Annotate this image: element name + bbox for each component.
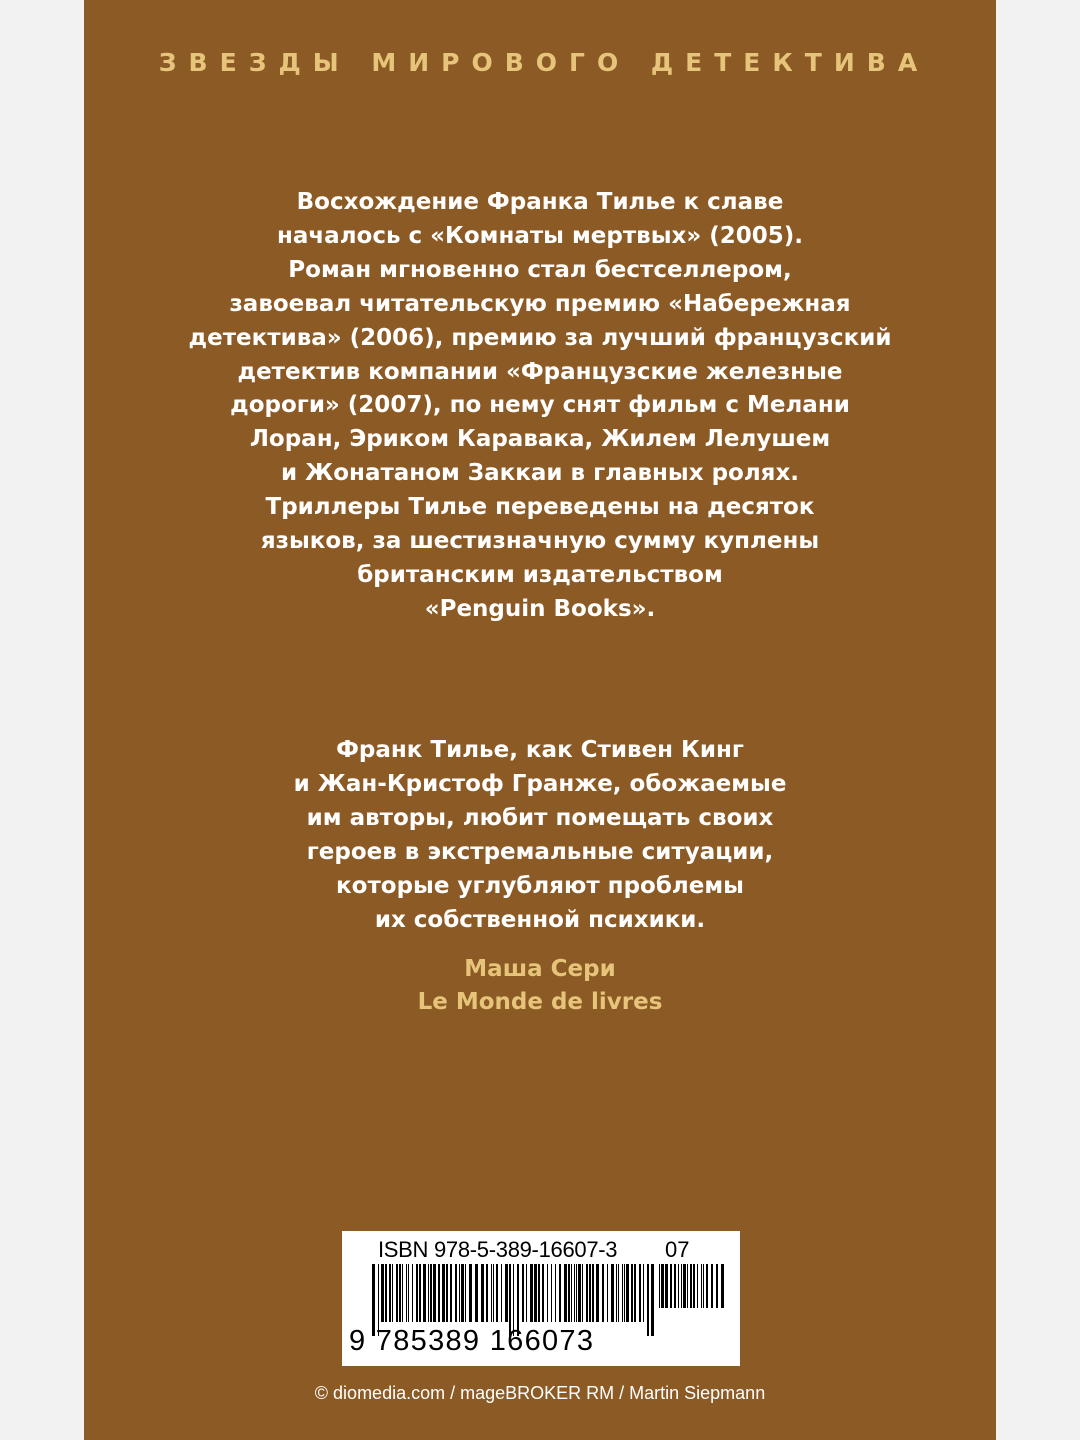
barcode-bar	[406, 1264, 407, 1322]
barcode-bar	[526, 1264, 527, 1322]
barcode-bar	[551, 1264, 552, 1322]
barcode-bar	[639, 1264, 641, 1322]
barcode-bar	[674, 1264, 676, 1308]
barcode-bar	[634, 1264, 636, 1322]
barcode-bar	[690, 1264, 692, 1308]
barcode-bar	[574, 1264, 575, 1322]
blurb-line: и Жонатаном Заккаи в главных ролях.	[280, 460, 800, 487]
barcode-bar	[661, 1264, 664, 1308]
isbn-label: ISBN 978-5-389-16607-3	[378, 1237, 618, 1262]
barcode-bar	[442, 1264, 445, 1322]
barcode-bar	[461, 1264, 464, 1322]
blurb-paragraph-2	[84, 734, 996, 937]
blurb-line: героев в экстремальные ситуации,	[306, 838, 774, 865]
barcode-bar	[446, 1264, 448, 1322]
blurb-line: завоевал читательскую премию «Набережная	[229, 290, 851, 317]
barcode-addon-bars	[659, 1264, 725, 1322]
barcode-bar	[622, 1264, 623, 1322]
barcode-bar	[596, 1264, 599, 1322]
barcode-bar	[399, 1264, 401, 1322]
blurb-line: Восхождение Франка Тилье к славе	[296, 189, 784, 215]
barcode-bar	[616, 1264, 617, 1322]
barcode-bar	[693, 1264, 695, 1308]
barcode-bar	[716, 1264, 718, 1308]
barcode-bar	[626, 1264, 629, 1322]
blurb-line: детектива» (2006), премию за лучший французский	[188, 324, 892, 351]
barcode-bar	[493, 1264, 494, 1322]
blurb-line: Роман мгновенно стал бестселлером,	[288, 256, 792, 283]
barcode-bar	[455, 1264, 457, 1322]
barcode-bar	[681, 1264, 682, 1308]
barcode-bar	[631, 1264, 633, 1322]
barcode-bar	[701, 1264, 702, 1308]
blurb-paragraph-1	[84, 186, 996, 627]
barcode-bar	[501, 1264, 502, 1322]
barcode-bar	[430, 1264, 432, 1322]
barcode-bar	[647, 1264, 649, 1336]
attribution-name: Маша Сери	[464, 956, 616, 982]
barcode-bar	[438, 1264, 440, 1322]
blurb-line: Триллеры Тилье переведены на десяток	[265, 494, 815, 521]
barcode-bar	[505, 1264, 508, 1322]
blurb-line: Лоран, Эриком Каравака, Жилем Лелушем	[249, 426, 831, 453]
barcode-bar	[450, 1264, 452, 1322]
blurb-line: которые углубляют проблемы	[336, 872, 744, 899]
series-title: ЗВЕЗДЫ МИРОВОГО ДЕТЕКТИВА	[158, 48, 930, 77]
barcode-bar	[576, 1264, 577, 1322]
blurb-line: началось с «Комнаты мертвых» (2005).	[276, 222, 804, 249]
barcode-bar	[687, 1264, 688, 1308]
barcode-bar	[665, 1264, 668, 1308]
barcode-bar	[496, 1264, 498, 1322]
barcode-bar	[428, 1264, 429, 1322]
barcode-bar	[534, 1264, 537, 1322]
barcode-bar	[697, 1264, 698, 1308]
barcode-bar	[385, 1264, 387, 1322]
barcode-bar	[555, 1264, 556, 1322]
blurb-line: им авторы, любит помещать своих	[306, 804, 774, 831]
blurb-line: детектив компании «Французские железные	[237, 358, 843, 385]
barcode-bar	[721, 1264, 724, 1308]
barcode-bar	[416, 1264, 418, 1322]
barcode-bar	[651, 1264, 654, 1336]
barcode-bar	[412, 1264, 413, 1322]
barcode-bar	[465, 1264, 466, 1322]
barcode-bar	[659, 1264, 660, 1308]
barcode-bar	[469, 1264, 472, 1322]
blurb-line: их собственной психики.	[374, 906, 706, 933]
barcode-bar	[542, 1264, 544, 1322]
barcode-bar	[592, 1264, 594, 1322]
barcode-bar	[522, 1264, 524, 1322]
ean-digits: 9 785389 166073	[349, 1325, 595, 1357]
barcode-bar	[396, 1264, 398, 1322]
barcode-bar	[670, 1264, 672, 1308]
blurb-line: «Penguin Books».	[424, 595, 656, 622]
blurb-line: дороги» (2007), по нему снят фильм с Мелани	[230, 392, 850, 419]
barcode-bar	[678, 1264, 679, 1308]
attribution-source: Le Monde de livres	[417, 989, 663, 1015]
barcode-bar	[711, 1264, 713, 1308]
barcode-bar	[547, 1264, 548, 1322]
barcode-bar	[611, 1264, 614, 1322]
barcode-bar	[433, 1264, 436, 1322]
barcode-bar	[559, 1264, 561, 1322]
barcode-bar	[459, 1264, 460, 1322]
barcode-bar	[643, 1264, 644, 1322]
barcode-bar	[389, 1264, 391, 1322]
blurb-line: и Жан-Кристоф Гранже, обожаемые	[293, 770, 787, 797]
barcode-bar	[408, 1264, 409, 1322]
barcode-bar	[530, 1264, 533, 1322]
book-back-cover	[84, 0, 996, 1440]
barcode-bar	[481, 1264, 484, 1322]
barcode-bar	[423, 1264, 426, 1322]
blurb-line: Франк Тилье, как Стивен Кинг	[336, 737, 744, 763]
blurb-line: языков, за шестизначную сумму куплены	[260, 528, 820, 555]
barcode-bar	[538, 1264, 540, 1322]
barcode-bar	[491, 1264, 492, 1322]
barcode-bar	[475, 1264, 478, 1322]
barcode-bar	[381, 1264, 384, 1322]
barcode-bar	[402, 1264, 403, 1322]
barcode-bar	[618, 1264, 619, 1322]
barcode-bar	[564, 1264, 567, 1322]
barcode-bar	[607, 1264, 608, 1322]
barcode-bar	[582, 1264, 583, 1322]
barcode-bar	[602, 1264, 604, 1322]
photo-credit: © diomedia.com / mageBROKER RM / Martin Siepmann	[314, 1383, 766, 1403]
barcode-bar	[486, 1264, 488, 1322]
barcode-bar	[703, 1264, 704, 1308]
barcode-bar	[589, 1264, 591, 1322]
barcode-bar	[568, 1264, 570, 1322]
barcode-bar	[392, 1264, 393, 1322]
barcode-bar	[624, 1264, 625, 1322]
barcode-bar	[586, 1264, 588, 1322]
quote-attribution	[84, 953, 996, 1019]
isbn-barcode	[342, 1231, 740, 1366]
barcode-bar	[578, 1264, 581, 1322]
barcode-bar	[683, 1264, 686, 1308]
blurb-line: британским издательством	[357, 561, 723, 588]
barcode-addon-number: 07	[665, 1237, 690, 1262]
barcode-bar	[571, 1264, 572, 1322]
barcode-bar	[706, 1264, 708, 1308]
barcode-bar	[419, 1264, 421, 1322]
